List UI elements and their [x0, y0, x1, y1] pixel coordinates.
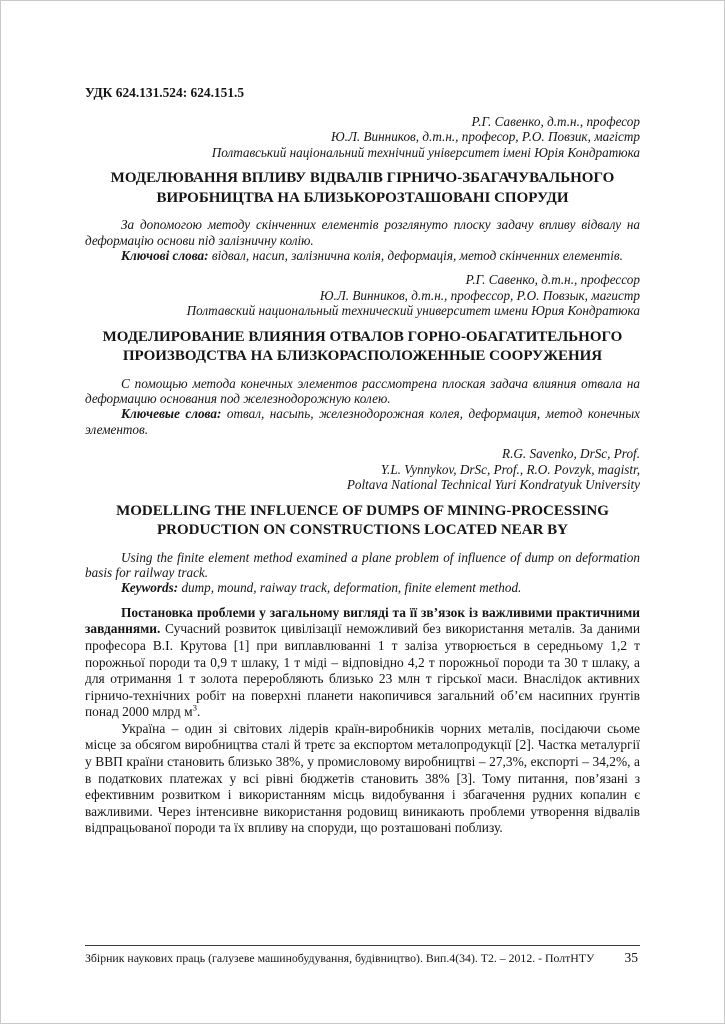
paper-title-ru: МОДЕЛИРОВАНИЕ ВЛИЯНИЯ ОТВАЛОВ ГОРНО-ОБАГАТИТЕЛЬНОГО ПРОИЗВОДСТВА НА БЛИЗКОРАСПОЛОЖЕННЫЕ СООРУЖЕНИЯ: [102, 328, 623, 365]
affiliation: Полтавский национальный технический университет имени Юрия Кондратюка: [186, 303, 640, 319]
page-number: 35: [624, 950, 638, 965]
affiliation: Poltava National Technical Yuri Kondratyuk University: [346, 477, 640, 493]
affiliation: Полтавський національний технічний університет імені Юрія Кондратюка: [211, 144, 640, 160]
abstract-en: Using the finite element method examined a plane problem of influence of dump on deformation basis for railway track.: [85, 549, 640, 580]
keywords-ru: [85, 406, 640, 437]
keywords-text-en: dump, mound, raiway track, deformation, finite element method.: [181, 580, 522, 596]
authors-block-ua: [85, 114, 640, 160]
keywords-en: [85, 580, 640, 595]
author-line: Ю.Л. Винников, д.т.н., профессор, Р.О. Повзык, магистр: [319, 287, 640, 303]
paragraph-text-tail: .: [196, 704, 201, 720]
author-line: Р.Г. Савенко, д.т.н., професор: [471, 114, 640, 129]
authors-block-ru: [85, 272, 640, 318]
footer-citation: Збірник наукових праць (галузеве машинобудування, будівництво). Вип.4(34). Т2. – 2012. - ПолтНТУ: [85, 951, 595, 965]
author-line: R.G. Savenko, DrSc, Prof.: [502, 446, 640, 462]
abstract-ru: С помощью метода конечных элементов рассмотрена плоская задача влияния отвала на деформацию основания под железнодорожную колею.: [85, 375, 640, 407]
paper-title-ua: МОДЕЛЮВАННЯ ВПЛИВУ ВІДВАЛІВ ГІРНИЧО-ЗБАГАЧУВАЛЬНОГО ВИРОБНИЦТВА НА БЛИЗЬКОРОЗТАШОВАНІ СПОРУДИ: [110, 170, 615, 206]
superscript: 3: [192, 702, 197, 713]
authors-block-en: [85, 446, 640, 492]
body-paragraph-2: Україна – один зі світових лідерів країн-виробників чорних металів, посідаючи сьоме місце за обсягом виробництва сталі й третє за експортом металопродукції [2]. Частка металургії у ВВП країни становить близько 38%, у промисловому виробництві – 27,3%, експорті – 34,2%, а в податкових платежах у всі рівні бюджетів становить 38% [3]. Тому питання, пов’язані з ефективним розвитком і використанням місць видобування і збагачення рудних копалин є важливими. Через інтенсивне використання родовищ виникають проблеми утворення відвалів відпрацьованої породи та їх впливу на споруди, що розташовані поблизу.: [85, 720, 640, 836]
page-footer: [85, 945, 640, 966]
paper-title-en: MODELLING THE INFLUENCE OF DUMPS OF MINING-PROCESSING PRODUCTION ON CONSTRUCTIONS LOCATED NEAR BY: [116, 502, 609, 538]
keywords-label-ua: Ключові слова:: [121, 248, 209, 264]
keywords-text-ru: отвал, насыпь, железнодорожная колея, деформация, метод конечных элементов.: [85, 406, 640, 437]
paragraph-text: Сучасний розвиток цивілізації неможливий без використання металів. За даними професора В.І. Крутова [1] при виплавлюванні 1 т заліза утворюється в середньому 1,2 т порожньої породи та 0,9 т шлаку, 1 т міді – відповідно 4,2 т порожньої породи та 30 т шлаку, а для отримання 1 т золота переробляють близько 23 млн т гірської маси. Внаслідок активних гірничо-технічних робіт на поверхні планети накопичився загальний об’єм насипних ґрунтів понад 2000 млрд м: [85, 621, 640, 720]
keywords-label-ru: Ключевые слова:: [121, 406, 222, 422]
keywords-text-ua: відвал, насип, залізнична колія, деформація, метод скінченних елементів.: [211, 248, 623, 264]
keywords-label-en: Keywords:: [121, 580, 179, 596]
paragraph-lead: Постановка проблеми у загальному вигляді та її зв’язок із важливими практичними завданнями.: [85, 604, 640, 637]
udc-code: УДК 624.131.524: 624.151.5: [85, 85, 245, 100]
body-paragraph-1: [85, 605, 640, 721]
author-line: Y.L. Vynnykov, DrSc, Prof., R.O. Povzyk, magistr,: [380, 461, 640, 477]
page-content: [85, 85, 640, 837]
abstract-ua: За допомогою методу скінченних елементів розглянуто плоску задачу впливу відвалу на деформацію основи під залізничну колію.: [85, 217, 640, 248]
keywords-ua: [85, 248, 640, 263]
author-line: Ю.Л. Винников, д.т.н., професор, Р.О. Повзик, магістр: [331, 129, 640, 145]
author-line: Р.Г. Савенко, д.т.н., профессор: [465, 272, 640, 288]
